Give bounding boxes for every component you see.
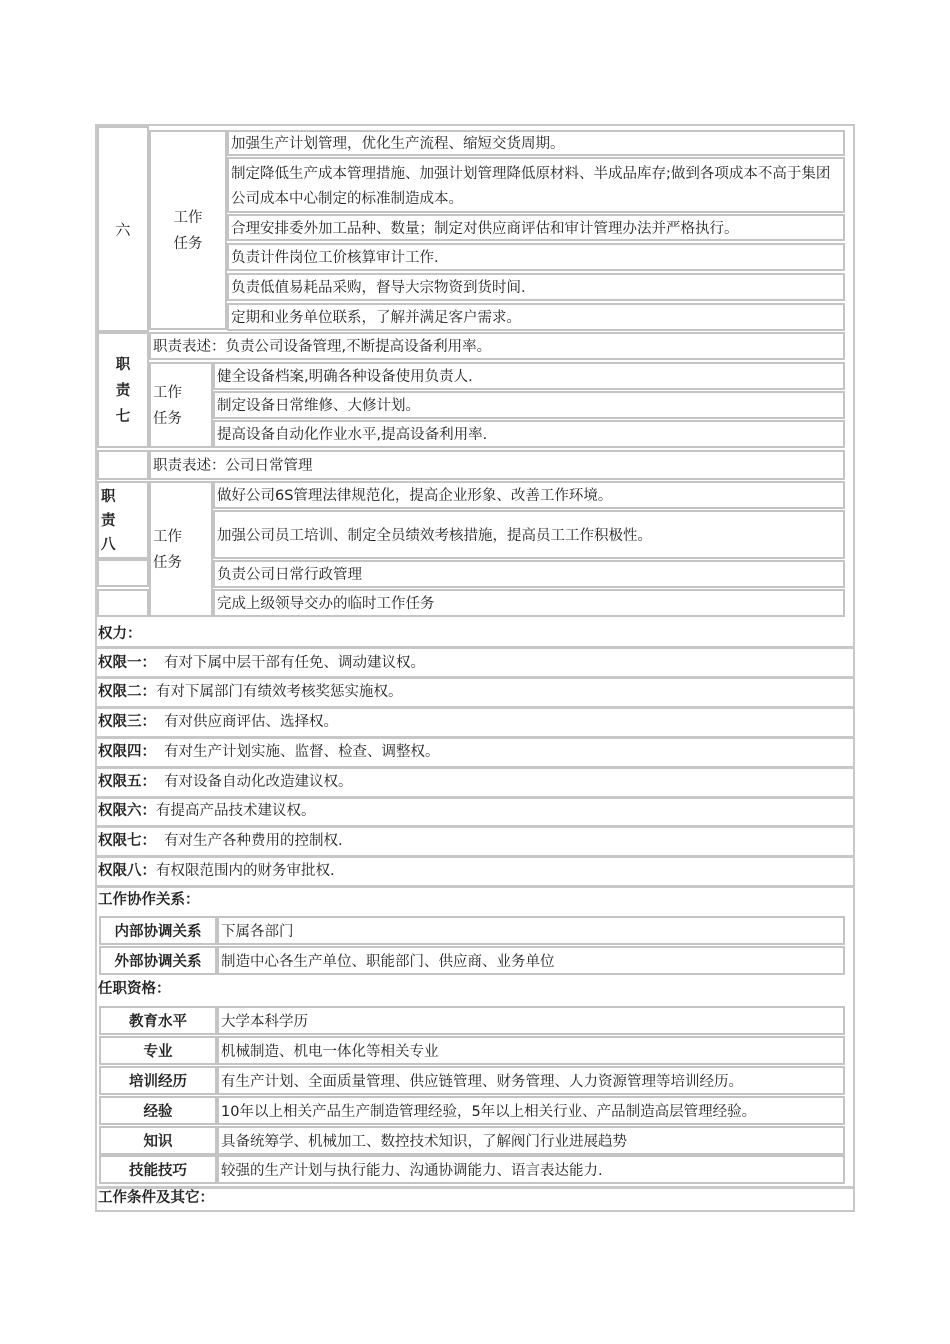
qualification-value-text: 大学本科学历 (221, 1013, 308, 1030)
qualifications-heading: 任职资格： (98, 981, 171, 997)
authority-label: 权限五： (98, 774, 156, 790)
qualification-label (99, 1036, 217, 1065)
section-title (97, 481, 149, 559)
task-item (213, 362, 845, 390)
authority-label: 权限二： (98, 684, 156, 700)
authority-item (98, 830, 343, 852)
qualification-label (99, 1155, 217, 1184)
task-label (149, 481, 213, 617)
qualification-label-text: 专业 (143, 1043, 173, 1060)
authority-item (98, 741, 440, 763)
job-description-table (95, 124, 855, 1212)
relation-value (217, 946, 845, 975)
qualification-value (217, 1036, 845, 1065)
task-text: 健全设备档案,明确各种设备使用负责人. (217, 369, 473, 385)
relation-value-text: 制造中心各生产单位、职能部门、供应商、业务单位 (221, 953, 555, 970)
section-number-text: 六 (115, 221, 131, 239)
duty-statement-text: 职责表述：负责公司设备管理,不断提高设备利用率。 (153, 339, 492, 355)
authority-heading: 权力： (98, 626, 142, 642)
qualification-value (217, 1096, 845, 1125)
authority-label: 权限三： (98, 714, 156, 730)
task-text: 合理安排委外加工品种、数量；制定对供应商评估和审计管理办法并严格执行。 (231, 220, 739, 237)
task-item (213, 420, 845, 448)
blank-cell (97, 559, 149, 587)
task-text: 提高设备自动化作业水平,提高设备利用率. (217, 427, 488, 443)
qualification-value-text: 机械制造、机电一体化等相关专业 (221, 1043, 439, 1060)
blank-cell (97, 589, 149, 617)
task-item (213, 560, 845, 588)
authority-text: 有对下属部门有绩效考核奖惩实施权。 (156, 684, 403, 700)
duty-statement (149, 450, 845, 480)
qualification-label (99, 1126, 217, 1155)
section-title (97, 332, 149, 448)
task-item (227, 243, 845, 271)
authority-label: 权限八： (98, 863, 156, 879)
qualification-label (99, 1006, 217, 1035)
task-item (227, 303, 845, 331)
section-title-text: 职责七 (115, 357, 131, 425)
duty-statement (149, 332, 845, 360)
authority-item (98, 681, 403, 703)
authority-text: 有对生产各种费用的控制权. (164, 833, 343, 849)
authority-label: 权限四： (98, 744, 156, 760)
relation-label-text: 内部协调关系 (114, 923, 202, 940)
authority-label: 权限一： (98, 655, 156, 671)
task-item (213, 481, 845, 509)
qualification-value (217, 1126, 845, 1155)
relation-label (99, 916, 217, 945)
authority-text: 有对下属中层干部有任免、调动建议权。 (164, 655, 425, 671)
qualification-label-text: 培训经历 (129, 1073, 187, 1090)
section-number (97, 126, 149, 332)
qualification-label-text: 经验 (143, 1103, 173, 1120)
task-text: 制定降低生产成本管理措施、加强计划管理降低原材料、半成品库存;做到各项成本不高于集团公司成本中心制定的标准制造成本。 (231, 166, 831, 207)
task-text: 负责低值易耗品采购，督导大宗物资到货时间. (231, 280, 526, 296)
task-item (213, 589, 845, 617)
task-item (227, 157, 845, 213)
task-label-text: 工作任务 (153, 529, 182, 571)
qualification-value-text: 10年以上相关产品生产制造管理经验，5年以上相关行业、产品制造高层管理经验。 (221, 1103, 757, 1120)
qualification-value (217, 1155, 845, 1184)
section-title-text: 职责八 (101, 489, 116, 553)
task-item (213, 510, 845, 559)
blank-cell (97, 450, 149, 480)
qualification-value-text: 较强的生产计划与执行能力、沟通协调能力、语言表达能力. (221, 1162, 603, 1179)
relation-label (99, 946, 217, 975)
authority-text: 有提高产品技术建议权。 (156, 803, 316, 819)
relation-value (217, 916, 845, 945)
relation-label-text: 外部协调关系 (114, 953, 202, 970)
conditions-heading: 工作条件及其它： (98, 1190, 214, 1206)
qualification-label-text: 知识 (143, 1133, 173, 1150)
relation-value-text: 下属各部门 (221, 923, 294, 940)
task-label (149, 362, 213, 448)
qualification-label (99, 1096, 217, 1125)
authority-item (98, 652, 425, 674)
task-text: 定期和业务单位联系，了解并满足客户需求。 (231, 310, 521, 326)
authority-label: 权限六： (98, 803, 156, 819)
task-text: 做好公司6S管理法律规范化，提高企业形象、改善工作环境。 (217, 488, 613, 504)
qualification-label-text: 技能技巧 (129, 1162, 187, 1179)
task-item (227, 273, 845, 301)
relations-heading: 工作协作关系： (98, 892, 200, 908)
authority-text: 有权限范围内的财务审批权. (156, 863, 335, 879)
authority-label: 权限七： (98, 833, 156, 849)
duty-statement-text: 职责表述：公司日常管理 (153, 458, 313, 474)
qualification-label (99, 1066, 217, 1095)
task-text: 负责计件岗位工价核算审计工作. (231, 250, 439, 266)
task-label-text: 工作任务 (153, 385, 182, 427)
task-text: 加强公司员工培训、制定全员绩效考核措施，提高员工工作积极性。 (217, 527, 652, 544)
task-item (227, 214, 845, 241)
task-item (213, 391, 845, 419)
qualification-value (217, 1066, 845, 1095)
task-label (149, 130, 227, 330)
task-text: 完成上级领导交办的临时工作任务 (217, 596, 435, 612)
authority-item (98, 800, 316, 822)
qualification-label-text: 教育水平 (129, 1013, 187, 1030)
qualification-value-text: 有生产计划、全面质量管理、供应链管理、财务管理、人力资源管理等培训经历。 (221, 1073, 743, 1090)
qualification-value (217, 1006, 845, 1035)
task-item (227, 130, 845, 156)
task-text: 制定设备日常维修、大修计划。 (217, 398, 420, 414)
authority-item (98, 860, 335, 882)
task-text: 加强生产计划管理，优化生产流程、缩短交货周期。 (231, 136, 565, 152)
task-label-text: 工作任务 (173, 210, 203, 252)
authority-text: 有对设备自动化改造建议权。 (164, 774, 353, 790)
authority-item (98, 771, 353, 793)
authority-item (98, 711, 338, 733)
task-text: 负责公司日常行政管理 (217, 567, 362, 583)
qualification-value-text: 具备统筹学、机械加工、数控技术知识，了解阀门行业进展趋势 (221, 1133, 627, 1150)
authority-text: 有对生产计划实施、监督、检查、调整权。 (164, 744, 440, 760)
authority-text: 有对供应商评估、选择权。 (164, 714, 338, 730)
